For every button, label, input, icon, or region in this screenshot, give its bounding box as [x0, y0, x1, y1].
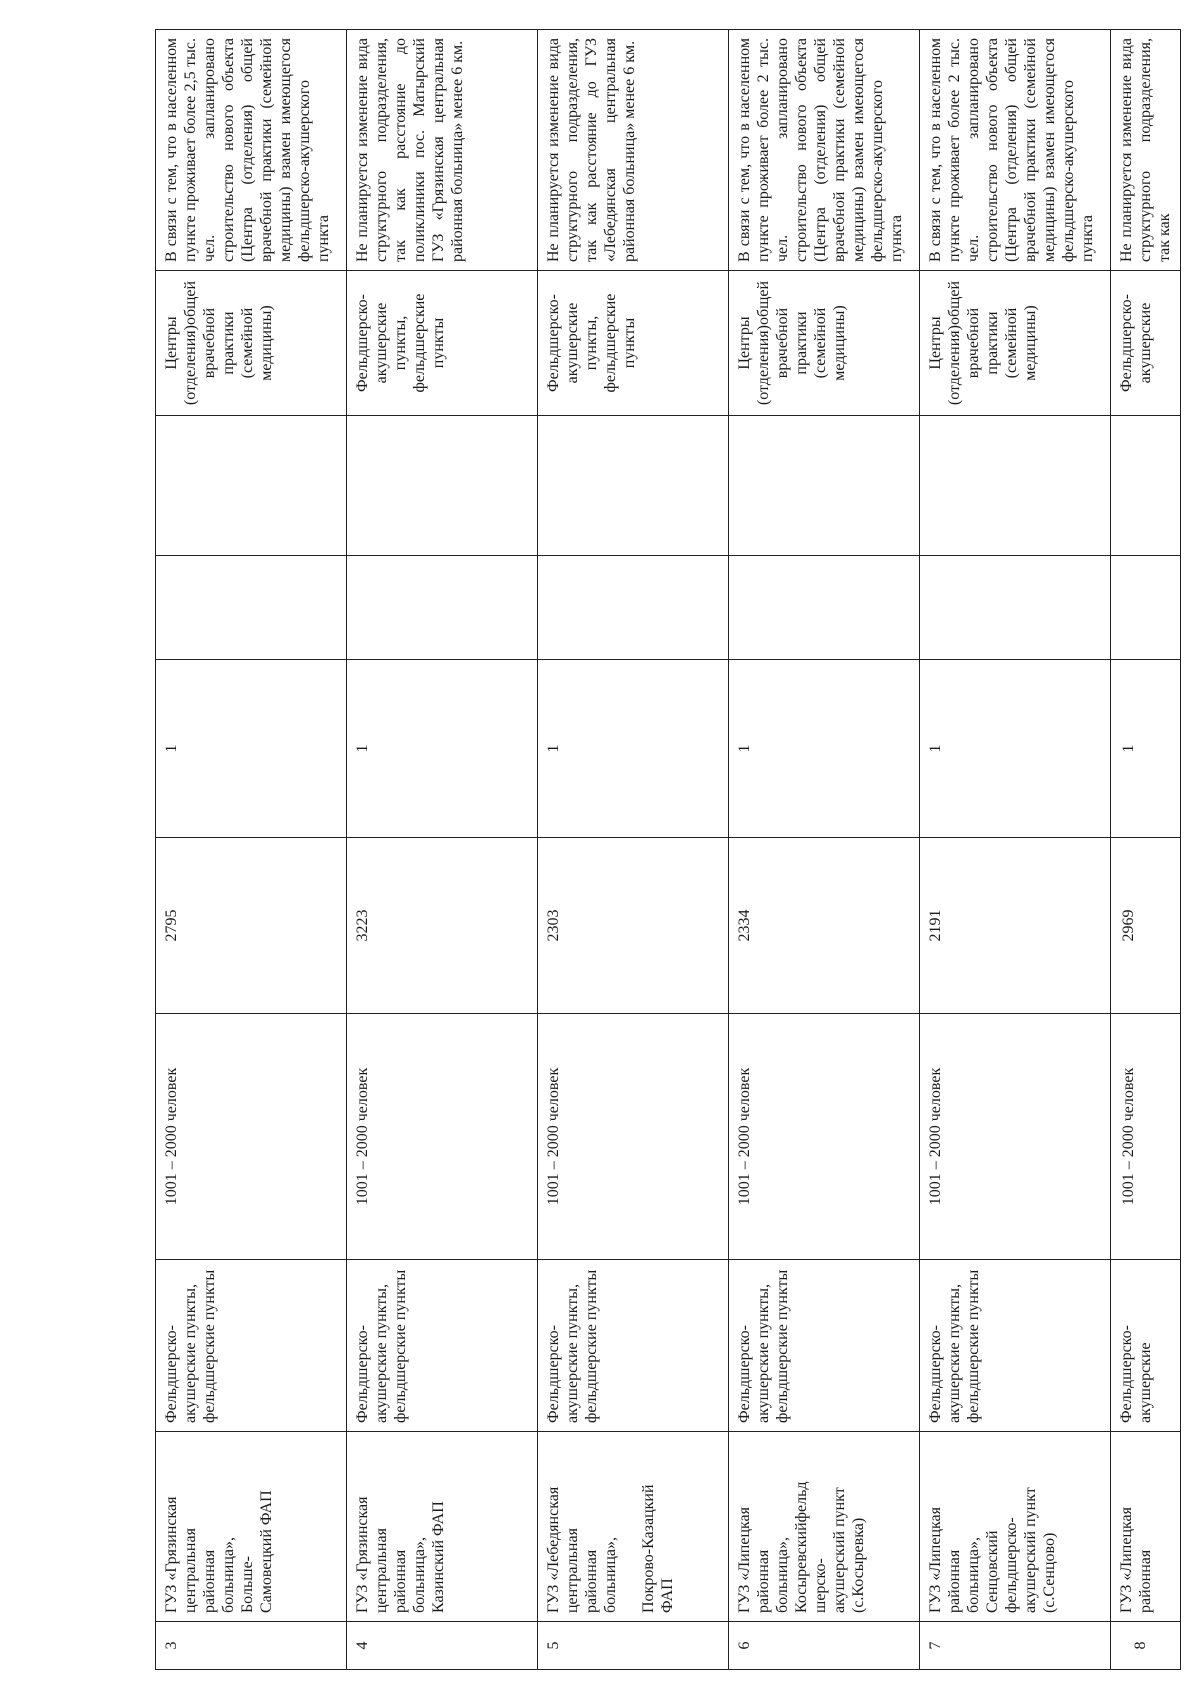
population-range: 1001 – 2000 человек: [538, 1014, 729, 1260]
unit-type: Фельдшерско-акушерские пункты, фельдшерские пункты: [156, 1260, 347, 1432]
unit-count: 1: [920, 660, 1111, 838]
planned-unit-type: Фельдшерско-акушерские пункты, фельдшерские пункты: [347, 271, 538, 416]
organization-name-line: Косыревскийфельд: [793, 1481, 810, 1613]
row-number: 8: [1111, 1622, 1181, 1670]
row-number: 5: [538, 1622, 729, 1670]
planned-unit-type: Центры (отделения)общей врачебной практики (семейной медицины): [920, 271, 1111, 416]
row-number: 7: [920, 1622, 1111, 1670]
organization-name-line: центральная: [373, 1528, 390, 1613]
organization-name-line: акушерский пункт: [1022, 1487, 1039, 1613]
empty-cell: [538, 556, 729, 660]
organization-name-line: (с.Сенцово): [1041, 1532, 1058, 1613]
organization-name-line: Больше-: [239, 1555, 256, 1613]
unit-type: Фельдшерско-акушерские пункты, фельдшерские пункты: [347, 1260, 538, 1432]
organization-name-line: больница»,: [965, 1537, 982, 1613]
organization-name-line: Сенцовский: [984, 1530, 1001, 1613]
organization-name-line: Покрово-Казацкий: [640, 1484, 657, 1613]
organization-name-line: районная: [755, 1549, 772, 1613]
empty-cell: [156, 556, 347, 660]
table-row: [920, 30, 1111, 1670]
planned-unit-type: Фельдшерско-акушерские пункты, фельдшерские пункты: [538, 271, 729, 416]
organization-name-line: ГУЗ «Грязинская: [163, 1496, 180, 1613]
justification-note: Не планируется изменение вида структурного подразделения, так как: [1111, 30, 1181, 271]
organization-name: [347, 1432, 538, 1622]
organization-name-line: районная: [201, 1549, 218, 1613]
justification-note: В связи с тем, что в населенном пункте проживает более 2 тыс. чел. запланировано строительство нового объекта (Центра (отделения) общей врачебной практики (семейной медицины) взамен имеющегося фельдшерско-акушерского пункта: [729, 30, 920, 271]
population-range: 1001 – 2000 человек: [156, 1014, 347, 1260]
organization-name: [1111, 1432, 1181, 1622]
empty-cell: [156, 416, 347, 556]
empty-cell: [1111, 416, 1181, 556]
organization-name-line: центральная: [182, 1528, 199, 1613]
organization-name-line: ФАП: [659, 1578, 676, 1613]
organization-name-line: больница»,: [220, 1537, 237, 1613]
table-row: [538, 30, 729, 1670]
table-row: [347, 30, 538, 1670]
population-count: 2191: [920, 838, 1111, 1014]
organization-name-line: ГУЗ «Лебедянская: [545, 1486, 562, 1613]
organization-name-line: [620, 1440, 639, 1613]
population-count: 2969: [1111, 838, 1181, 1014]
organization-name-line: акушерский пункт: [831, 1487, 848, 1613]
empty-cell: [729, 556, 920, 660]
organization-name-line: больница»,: [411, 1537, 428, 1613]
organization-name-line: районная: [583, 1549, 600, 1613]
organization-name-line: районная: [1137, 1549, 1154, 1613]
justification-note: В связи с тем, что в населенном пункте проживает более 2 тыс. чел. запланировано строительство нового объекта (Центра (отделения) общей врачебной практики (семейной медицины) взамен имеющегося фельдшерско-акушерского пункта: [920, 30, 1111, 271]
organization-name-line: ГУЗ «Грязинская: [354, 1496, 371, 1613]
unit-count: 1: [156, 660, 347, 838]
organization-name-line: ГУЗ «Липецкая: [1118, 1506, 1135, 1613]
population-count: 2795: [156, 838, 347, 1014]
unit-type: Фельдшерско-акушерские пункты, фельдшерские пункты: [538, 1260, 729, 1432]
row-number: 6: [729, 1622, 920, 1670]
organization-name-line: ГУЗ «Липецкая: [736, 1506, 753, 1613]
unit-count: 1: [538, 660, 729, 838]
organization-name: [920, 1432, 1111, 1622]
empty-cell: [347, 556, 538, 660]
table-row: [729, 30, 920, 1670]
organization-name-line: больница»,: [602, 1537, 619, 1613]
organization-name-line: больница»,: [774, 1537, 791, 1613]
organization-name-line: фельдшерско-: [1003, 1517, 1020, 1613]
row-number: 4: [347, 1622, 538, 1670]
unit-count: 1: [729, 660, 920, 838]
facilities-table: [155, 29, 1181, 1670]
justification-note: Не планируется изменение вида структурного подразделения, так как расстояние до ГУЗ «Лебедянская центральная районная больница» менее 6 км.: [538, 30, 729, 271]
organization-name: [156, 1432, 347, 1622]
planned-unit-type: Фельдшерско-акушерские: [1111, 271, 1181, 416]
organization-name-line: районная: [392, 1549, 409, 1613]
unit-type: Фельдшерско-акушерские пункты, фельдшерские пункты: [729, 1260, 920, 1432]
population-range: 1001 – 2000 человек: [347, 1014, 538, 1260]
table-body: [156, 30, 1181, 1670]
organization-name-line: ГУЗ «Липецкая: [927, 1506, 944, 1613]
table-row: [156, 30, 347, 1670]
row-number: 3: [156, 1622, 347, 1670]
population-range: 1001 – 2000 человек: [1111, 1014, 1181, 1260]
empty-cell: [1111, 556, 1181, 660]
organization-name-line: районная: [946, 1549, 963, 1613]
table-row: [1111, 30, 1181, 1670]
population-count: 2303: [538, 838, 729, 1014]
justification-note: В связи с тем, что в населенном пункте проживает более 2,5 тыс. чел. запланировано строительство нового объекта (Центра (отделения) общей врачебной практики (семейной медицины) взамен имеющегося фельдшерско-акушерского пункта: [156, 30, 347, 271]
unit-type: Фельдшерско-акушерские пункты, фельдшерские пункты: [920, 1260, 1111, 1432]
justification-note: Не планируется изменение вида структурного подразделения, так как расстояние до поликлиники пос. Матырский ГУЗ «Грязинская центральная районная больница» менее 6 км.: [347, 30, 538, 271]
empty-cell: [538, 416, 729, 556]
unit-count: 1: [1111, 660, 1181, 838]
unit-type: Фельдшерско-акушерские: [1111, 1260, 1181, 1432]
planned-unit-type: Центры (отделения)общей врачебной практики (семейной медицины): [729, 271, 920, 416]
population-count: 3223: [347, 838, 538, 1014]
empty-cell: [920, 416, 1111, 556]
population-range: 1001 – 2000 человек: [729, 1014, 920, 1260]
organization-name-line: Казинский ФАП: [430, 1501, 447, 1613]
empty-cell: [347, 416, 538, 556]
organization-name: [729, 1432, 920, 1622]
organization-name-line: (с.Косыревка): [850, 1517, 867, 1613]
empty-cell: [729, 416, 920, 556]
planned-unit-type: Центры (отделения)общей врачебной практики (семейной медицины): [156, 271, 347, 416]
population-count: 2334: [729, 838, 920, 1014]
empty-cell: [920, 556, 1111, 660]
organization-name-line: Самовецкий ФАП: [258, 1490, 275, 1613]
unit-count: 1: [347, 660, 538, 838]
organization-name: [538, 1432, 729, 1622]
organization-name-line: шерско-: [812, 1558, 829, 1613]
organization-name-line: центральная: [564, 1528, 581, 1613]
population-range: 1001 – 2000 человек: [920, 1014, 1111, 1260]
rotated-document-page: [155, 30, 1173, 1670]
